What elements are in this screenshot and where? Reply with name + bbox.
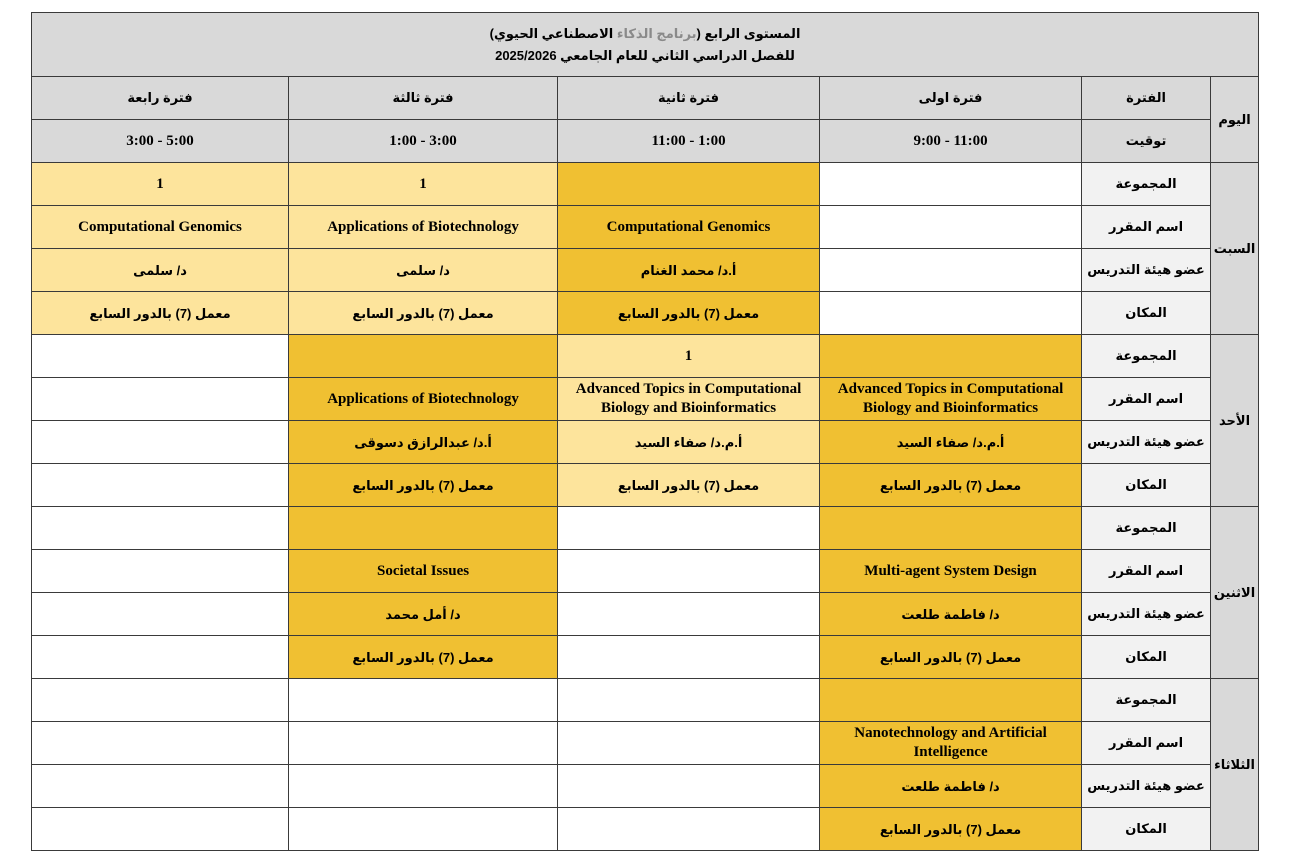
day-name: الاثنين xyxy=(1211,507,1259,679)
course-cell: Applications of Biotechnology xyxy=(289,378,558,421)
table-row xyxy=(32,464,1259,507)
place-cell: معمل (7) بالدور السابع xyxy=(558,464,820,507)
course-cell xyxy=(820,206,1082,249)
course-cell xyxy=(558,550,820,593)
row-label: اسم المقرر xyxy=(1082,378,1211,421)
instructor-cell: د/ سلمى xyxy=(289,249,558,292)
row-label: المجموعة xyxy=(1082,335,1211,378)
table-row xyxy=(32,808,1259,851)
instructor-cell: د/ سلمى xyxy=(32,249,289,292)
instructor-cell: د/ فاطمة طلعت xyxy=(820,593,1082,636)
table-row xyxy=(32,163,1259,206)
time-header: 11:00 - 9:00 xyxy=(820,120,1082,163)
group-cell xyxy=(820,335,1082,378)
instructor-cell xyxy=(558,765,820,808)
time-header: 5:00 - 3:00 xyxy=(32,120,289,163)
course-cell: Advanced Topics in Computational Biology and Bioinformatics xyxy=(558,378,820,421)
instructor-cell: د/ أمل محمد xyxy=(289,593,558,636)
day-column-header: اليوم xyxy=(1211,77,1259,163)
row-label: عضو هيئة التدريس xyxy=(1082,593,1211,636)
group-cell xyxy=(289,679,558,722)
course-cell xyxy=(289,722,558,765)
time-header: 3:00 - 1:00 xyxy=(289,120,558,163)
schedule-table xyxy=(31,12,1259,851)
row-label: اسم المقرر xyxy=(1082,550,1211,593)
course-cell: Advanced Topics in Computational Biology and Bioinformatics xyxy=(820,378,1082,421)
table-row xyxy=(32,507,1259,550)
row-label: عضو هيئة التدريس xyxy=(1082,765,1211,808)
period-header: فترة اولى xyxy=(820,77,1082,120)
instructor-cell: د/ فاطمة طلعت xyxy=(820,765,1082,808)
group-cell xyxy=(289,335,558,378)
period-header: فترة رابعة xyxy=(32,77,289,120)
row-label: المكان xyxy=(1082,464,1211,507)
table-row xyxy=(32,722,1259,765)
place-cell: معمل (7) بالدور السابع xyxy=(289,464,558,507)
time-header: 1:00 - 11:00 xyxy=(558,120,820,163)
place-cell xyxy=(289,808,558,851)
table-row xyxy=(32,292,1259,335)
place-cell: معمل (7) بالدور السابع xyxy=(820,464,1082,507)
group-cell xyxy=(820,163,1082,206)
course-cell xyxy=(32,550,289,593)
place-cell xyxy=(820,292,1082,335)
row-label: المجموعة xyxy=(1082,507,1211,550)
instructor-cell xyxy=(32,593,289,636)
table-row xyxy=(32,550,1259,593)
instructor-cell: أ.د/ عبدالرازق دسوقى xyxy=(289,421,558,464)
course-cell xyxy=(32,378,289,421)
instructor-cell: أ.م.د/ صفاء السيد xyxy=(820,421,1082,464)
group-cell xyxy=(558,163,820,206)
place-cell: معمل (7) بالدور السابع xyxy=(289,292,558,335)
course-cell xyxy=(32,722,289,765)
instructor-cell xyxy=(289,765,558,808)
group-cell: 1 xyxy=(289,163,558,206)
title-line-1: المستوى الرابع (برنامج الذكاء الاصطناعي الحيوي) xyxy=(489,25,801,41)
instructor-cell xyxy=(32,421,289,464)
group-cell: 1 xyxy=(558,335,820,378)
instructor-cell: أ.م.د/ صفاء السيد xyxy=(558,421,820,464)
place-cell xyxy=(32,808,289,851)
table-row xyxy=(32,335,1259,378)
period-header: فترة ثانية xyxy=(558,77,820,120)
title-row xyxy=(32,13,1259,77)
group-cell: 1 xyxy=(32,163,289,206)
place-cell: معمل (7) بالدور السابع xyxy=(32,292,289,335)
course-cell: Applications of Biotechnology xyxy=(289,206,558,249)
day-name: الثلاثاء xyxy=(1211,679,1259,851)
table-row xyxy=(32,593,1259,636)
group-cell xyxy=(32,679,289,722)
row-label: عضو هيئة التدريس xyxy=(1082,421,1211,464)
table-row xyxy=(32,636,1259,679)
group-cell xyxy=(32,335,289,378)
group-cell xyxy=(289,507,558,550)
day-name: الأحد xyxy=(1211,335,1259,507)
instructor-cell xyxy=(32,765,289,808)
page-title xyxy=(32,13,1259,77)
period-label: الفترة xyxy=(1082,77,1211,120)
row-label: اسم المقرر xyxy=(1082,722,1211,765)
day-name: السبت xyxy=(1211,163,1259,335)
table-row xyxy=(32,421,1259,464)
place-cell xyxy=(558,808,820,851)
row-label: المكان xyxy=(1082,808,1211,851)
group-cell xyxy=(32,507,289,550)
period-header-row xyxy=(32,77,1259,120)
course-cell: Nanotechnology and Artificial Intelligence xyxy=(820,722,1082,765)
row-label: المجموعة xyxy=(1082,679,1211,722)
group-cell xyxy=(558,679,820,722)
place-cell: معمل (7) بالدور السابع xyxy=(820,636,1082,679)
table-row xyxy=(32,765,1259,808)
course-cell: Multi-agent System Design xyxy=(820,550,1082,593)
table-row xyxy=(32,206,1259,249)
time-header-row xyxy=(32,120,1259,163)
course-cell: Computational Genomics xyxy=(558,206,820,249)
group-cell xyxy=(820,679,1082,722)
table-row xyxy=(32,378,1259,421)
course-cell: Computational Genomics xyxy=(32,206,289,249)
group-cell xyxy=(558,507,820,550)
time-label: توقيت xyxy=(1082,120,1211,163)
place-cell xyxy=(558,636,820,679)
row-label: اسم المقرر xyxy=(1082,206,1211,249)
instructor-cell xyxy=(558,593,820,636)
instructor-cell: أ.د/ محمد الغنام xyxy=(558,249,820,292)
row-label: المجموعة xyxy=(1082,163,1211,206)
place-cell: معمل (7) بالدور السابع xyxy=(289,636,558,679)
place-cell: معمل (7) بالدور السابع xyxy=(558,292,820,335)
place-cell xyxy=(32,464,289,507)
course-cell xyxy=(558,722,820,765)
place-cell: معمل (7) بالدور السابع xyxy=(820,808,1082,851)
row-label: عضو هيئة التدريس xyxy=(1082,249,1211,292)
row-label: المكان xyxy=(1082,636,1211,679)
table-row xyxy=(32,679,1259,722)
title-line-2: للفصل الدراسي الثاني للعام الجامعي 2025/2026 xyxy=(495,47,795,63)
place-cell xyxy=(32,636,289,679)
period-header: فترة ثالثة xyxy=(289,77,558,120)
row-label: المكان xyxy=(1082,292,1211,335)
course-cell: Societal Issues xyxy=(289,550,558,593)
table-row xyxy=(32,249,1259,292)
instructor-cell xyxy=(820,249,1082,292)
group-cell xyxy=(820,507,1082,550)
